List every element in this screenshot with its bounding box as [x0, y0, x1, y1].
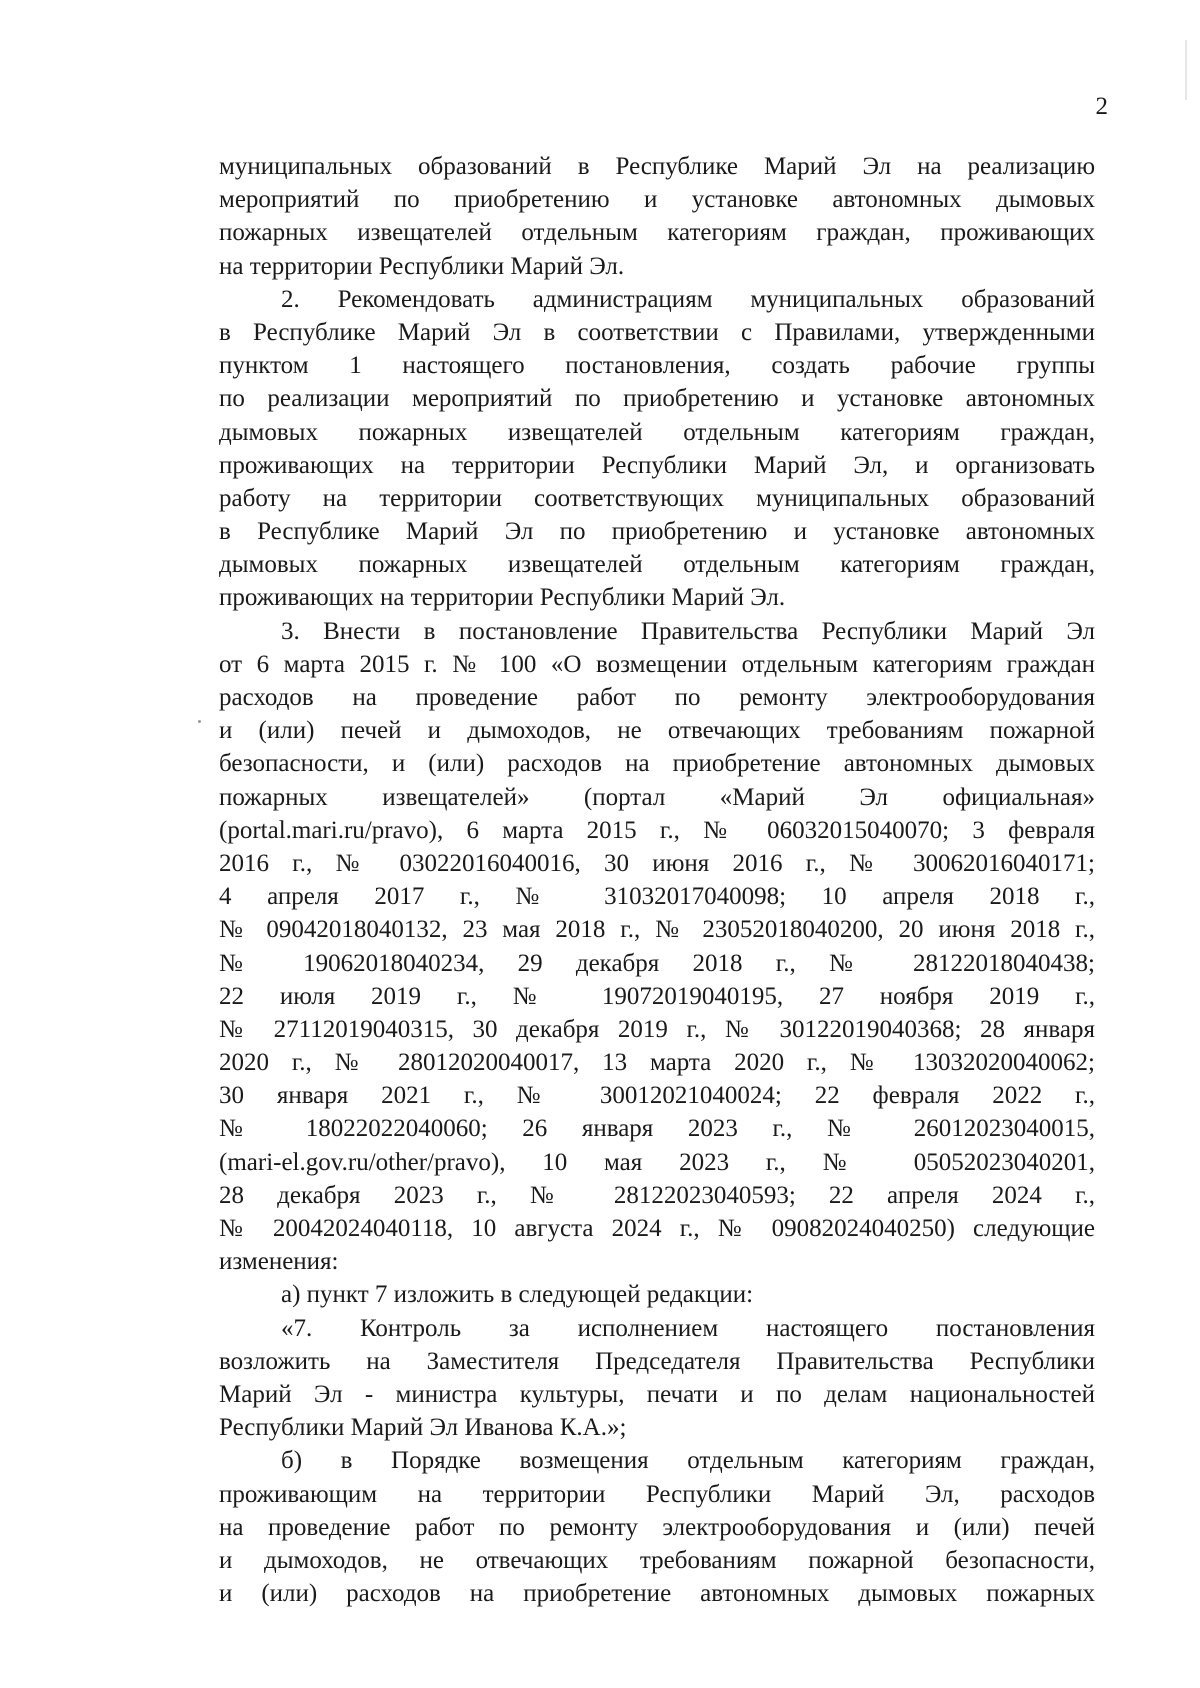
- text-line: на территории Республики Марий Эл.: [219, 252, 625, 280]
- text-line: б) в Порядке возмещения отдельным категориям граждан,: [281, 1447, 1095, 1475]
- text-line: 2020 г., № 28012020040017, 13 марта 2020 г., № 13032020040062;: [219, 1049, 1095, 1077]
- text-line: Республики Марий Эл Иванова К.А.»;: [219, 1414, 627, 1442]
- text-line: пожарных извещателей отдельным категориям граждан, проживающих: [219, 219, 1095, 247]
- text-line: № 20042024040118, 10 августа 2024 г., № 09082024040250) следующие: [219, 1215, 1095, 1242]
- text-line: в Республике Марий Эл по приобретению и установке автономных: [219, 518, 1095, 546]
- text-line: Марий Эл - министра культуры, печати и по делам национальностей: [219, 1380, 1095, 1408]
- text-line: муниципальных образований в Республике Марий Эл на реализацию: [219, 153, 1095, 180]
- text-line: и (или) печей и дымоходов, не отвечающих требованиям пожарной: [219, 717, 1095, 745]
- page-number: 2: [1095, 93, 1108, 120]
- text-line: 2. Рекомендовать администрациям муниципальных образований: [281, 285, 1095, 313]
- text-line: № 09042018040132, 23 мая 2018 г., № 23052018040200, 20 июня 2018 г.,: [219, 916, 1095, 944]
- text-line: работу на территории соответствующих муниципальных образований: [219, 484, 1095, 512]
- scan-edge-shadow: [1185, 40, 1187, 100]
- text-line: (mari-el.gov.ru/other/pravo), 10 мая 2023 г., № 05052023040201,: [219, 1148, 1095, 1176]
- text-line: «7. Контроль за исполнением настоящего постановления: [281, 1314, 1095, 1342]
- text-line: 4 апреля 2017 г., № 31032017040098; 10 апреля 2018 г.,: [219, 883, 1095, 911]
- text-line: расходов на проведение работ по ремонту электрооборудования: [219, 684, 1095, 711]
- text-line: изменения:: [219, 1248, 339, 1276]
- text-line: проживающих на территории Республики Марий Эл, и организовать: [219, 451, 1095, 479]
- text-line: мероприятий по приобретению и установке автономных дымовых: [219, 186, 1095, 214]
- text-line: пунктом 1 настоящего постановления, создать рабочие группы: [219, 352, 1095, 380]
- text-line: № 19062018040234, 29 декабря 2018 г., № 28122018040438;: [219, 949, 1095, 977]
- document-body: [219, 150, 1095, 1610]
- text-line: возложить на Заместителя Председателя Правительства Республики: [219, 1347, 1095, 1375]
- text-line: № 27112019040315, 30 декабря 2019 г., № 30122019040368; 28 января: [219, 1015, 1095, 1043]
- text-line: 30 января 2021 г., № 30012021040024; 22 февраля 2022 г.,: [219, 1082, 1095, 1110]
- text-line: проживающих на территории Республики Марий Эл.: [219, 584, 786, 612]
- text-line: в Республике Марий Эл в соответствии с Правилами, утвержденными: [219, 318, 1095, 346]
- text-line: проживающим на территории Республики Марий Эл, расходов: [219, 1480, 1095, 1508]
- scan-speck: [198, 720, 201, 723]
- text-line: на проведение работ по ремонту электрооборудования и (или) печей: [219, 1513, 1095, 1541]
- text-line: безопасности, и (или) расходов на приобретение автономных дымовых: [219, 750, 1095, 778]
- text-line: пожарных извещателей» (портал «Марий Эл официальная»: [219, 783, 1095, 811]
- text-line: (portal.mari.ru/pravo), 6 марта 2015 г., № 06032015040070; 3 февраля: [219, 816, 1095, 844]
- text-line: 28 декабря 2023 г., № 28122023040593; 22 апреля 2024 г.,: [219, 1181, 1095, 1209]
- text-line: 22 июля 2019 г., № 19072019040195, 27 ноября 2019 г.,: [219, 982, 1095, 1010]
- text-line: 3. Внести в постановление Правительства Республики Марий Эл: [281, 617, 1095, 645]
- text-line: от 6 марта 2015 г. № 100 «О возмещении отдельным категориям граждан: [219, 650, 1095, 678]
- text-line: по реализации мероприятий по приобретению и установке автономных: [219, 385, 1095, 413]
- text-line: № 18022022040060; 26 января 2023 г., № 26012023040015,: [219, 1115, 1095, 1143]
- text-line: 2016 г., № 03022016040016, 30 июня 2016 г., № 30062016040171;: [219, 849, 1095, 877]
- text-line: дымовых пожарных извещателей отдельным категориям граждан,: [219, 551, 1095, 579]
- text-line: и (или) расходов на приобретение автономных дымовых пожарных: [219, 1580, 1095, 1608]
- text-line: и дымоходов, не отвечающих требованиям пожарной безопасности,: [219, 1546, 1095, 1574]
- text-line: а) пункт 7 изложить в следующей редакции:: [281, 1281, 754, 1309]
- text-line: дымовых пожарных извещателей отдельным категориям граждан,: [219, 418, 1095, 446]
